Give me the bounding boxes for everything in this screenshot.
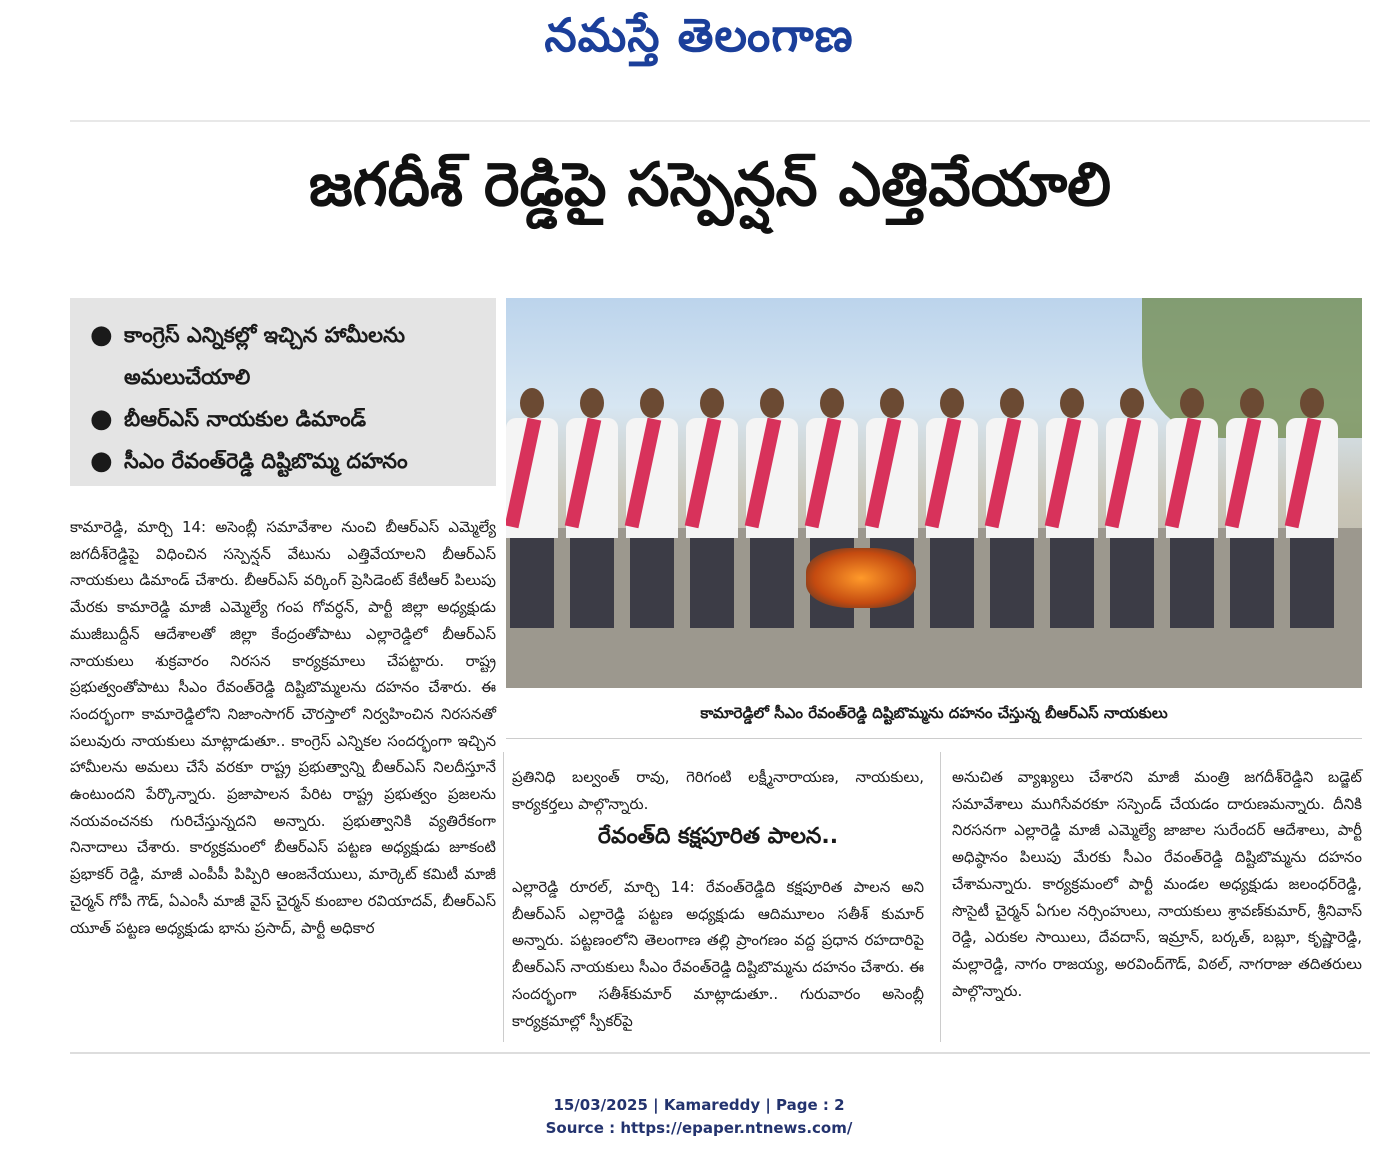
photo-person	[1166, 388, 1218, 628]
caption-divider	[506, 738, 1362, 739]
footer-dateline: 15/03/2025 | Kamareddy | Page : 2	[553, 1096, 845, 1114]
photo-person	[1046, 388, 1098, 628]
header-divider	[70, 120, 1370, 122]
section-subheading: రేవంత్‌ది కక్షపూరిత పాలన..	[597, 824, 839, 849]
article-text: కామారెడ్డి, మార్చి 14: అసెంబ్లీ సమావేశాల నుంచి బీఆర్ఎస్ ఎమ్మెల్యే జగదీశ్‌రెడ్డిపై విధించిన సస్పెన్షన్ వేటును ఎత్తివేయాలని బీఆర్ఎస్ నాయకులు డిమాండ్ చేశారు. బీఆర్ఎస్ వర్కింగ్ ప్రెసిడెంట్ కేటీఆర్ పిలుపు మేరకు కామారెడ్డి మాజీ ఎమ్మెల్యే గంప గోవర్ధన్, పార్టీ జిల్లా అధ్యక్షుడు ముజీబుద్దీన్ ఆదేశాలతో జిల్లా కేంద్రంతోపాటు ఎల్లారెడ్డిలో బీఆర్ఎస్ నాయకులు శుక్రవారం నిరసన కార్యక్రమాలు చేపట్టారు. రాష్ట్ర ప్రభుత్వంతోపాటు సీఎం రేవంత్‌రెడ్డి దిష్టిబొమ్మలను దహనం చేశారు. ఈ సందర్భంగా కామారెడ్డిలోని నిజాంసాగర్ చౌరస్తాలో నిర్వహించిన నిరసనతో పలువురు నాయకులు మాట్లాడుతూ.. కాంగ్రెస్ ఎన్నికల సందర్భంగా ఇచ్చిన హామీలను అమలు చేసే వరకూ రాష్ట్ర ప్రభుత్వాన్ని బీఆర్ఎస్ నిలదీస్తూనే ఉంటుందని పేర్కొన్నారు. ప్రజాపాలన పేరిట రాష్ట్ర ప్రభుత్వం ప్రజలను నయవంచనకు గురిచేస్తున్నదని అన్నారు. ప్రభుత్వానికి వ్యతిరేకంగా నినాదాలు చేశారు. కార్యక్రమంలో బీఆర్ఎస్ పట్టణ అధ్యక్షుడు జూకంటి ప్రభాకర్ రెడ్డి, మాజీ ఎంపీపీ పిప్పిరి ఆంజనేయులు, మార్కెట్ కమిటీ మాజీ చైర్మన్ గోపీ గౌడ్, ఏఎంసీ మాజీ వైస్ చైర్మన్ కుంబాల రవియాదవ్, బీఆర్ఎస్ యూత్ పట్టణ అధ్యక్షుడు భాను ప్రసాద్, పార్టీ అధికార	[70, 518, 496, 937]
photo-crowd	[506, 388, 1362, 588]
highlight-text: కాంగ్రెస్ ఎన్నికల్లో ఇచ్చిన హామీలను అమలుచేయాలి	[124, 323, 406, 389]
photo-person	[1106, 388, 1158, 628]
news-photo	[506, 298, 1362, 688]
photo-person	[986, 388, 1038, 628]
photo-person	[566, 388, 618, 628]
highlight-item	[90, 440, 482, 482]
article-text: ఎల్లారెడ్డి రూరల్, మార్చి 14: రేవంత్‌రెడ్డిది కక్షపూరిత పాలన అని బీఆర్ఎస్ ఎల్లారెడ్డి పట్టణ అధ్యక్షుడు ఆదిమూలం సతీశ్ కుమార్ అన్నారు. పట్టణంలోని తెలంగాణ తల్లి ప్రాంగణం వద్ద ప్రధాన రహదారిపై బీఆర్ఎస్ నాయకులు సీఎం రేవంత్‌రెడ్డి దిష్టిబొమ్మను దహనం చేశారు. ఈ సందర్భంగా సతీశ్‌కుమార్ మాట్లాడుతూ.. గురువారం అసెంబ్లీ కార్యక్రమాల్లో స్పీకర్‌పై	[512, 878, 924, 1030]
article-column-2-body	[512, 874, 924, 1034]
masthead-logo: నమస్తే తెలంగాణ	[544, 8, 854, 62]
footer-divider	[70, 1052, 1370, 1054]
bullet-icon: ●	[90, 446, 113, 476]
photo-person	[926, 388, 978, 628]
bullet-icon: ●	[90, 404, 113, 434]
photo-person	[1226, 388, 1278, 628]
article-column-1	[70, 514, 496, 941]
article-text: ప్రతినిధి బల్వంత్ రావు, గెరిగంటి లక్ష్మీనారాయణ, నాయకులు, కార్యకర్తలు పాల్గొన్నారు.	[512, 768, 924, 813]
photo-person	[1286, 388, 1338, 628]
highlight-text: సీఎం రేవంత్‌రెడ్డి దిష్టిబొమ్మ దహనం	[124, 449, 408, 473]
footer-source-link[interactable]: Source : https://epaper.ntnews.com/	[545, 1119, 853, 1137]
article-column-2	[512, 764, 924, 817]
article-column-3	[952, 764, 1362, 1004]
highlight-item	[90, 398, 482, 440]
column-divider	[940, 752, 941, 1042]
highlight-text: బీఆర్ఎస్ నాయకుల డిమాండ్	[124, 407, 367, 431]
page-headline: జగదీశ్ రెడ్డిపై సస్పెన్షన్ ఎత్తివేయాలి	[308, 150, 1112, 220]
highlights-box	[70, 298, 496, 486]
photo-person	[626, 388, 678, 628]
photo-caption: కామారెడ్డిలో సీఎం రేవంత్‌రెడ్డి దిష్టిబొమ్మను దహనం చేస్తున్న బీఆర్ఎస్ నాయకులు	[700, 704, 1168, 722]
highlight-item	[90, 314, 482, 398]
column-divider	[503, 752, 504, 1042]
photo-person	[506, 388, 558, 628]
photo-person	[746, 388, 798, 628]
photo-person	[686, 388, 738, 628]
burning-effigy	[806, 548, 916, 608]
bullet-icon: ●	[90, 320, 113, 350]
article-text: అనుచిత వ్యాఖ్యలు చేశారని మాజీ మంత్రి జగదీశ్‌రెడ్డిని బడ్జెట్ సమావేశాలు ముగిసేవరకూ సస్పెండ్ చేయడం దారుణమన్నారు. దీనికి నిరసనగా ఎల్లారెడ్డి మాజీ ఎమ్మెల్యే జాజాల సురేందర్ ఆదేశాలు, పార్టీ అధిష్ఠానం పిలుపు మేరకు సీఎం రేవంత్‌రెడ్డి దిష్టిబొమ్మను దహనం చేశామన్నారు. కార్యక్రమంలో పార్టీ మండల అధ్యక్షుడు జలంధర్‌రెడ్డి, సొసైటీ చైర్మన్ ఏగుల నర్సింహులు, నాయకులు శ్రావణ్‌కుమార్, శ్రీనివాస్ రెడ్డి, ఎరుకల సాయిలు, దేవదాస్, ఇమ్రాన్, బర్కత్, బబ్లూ, కృష్ణారెడ్డి, మల్లారెడ్డి, నాగం రాజయ్య, అరవింద్‌గౌడ్, విఠల్, నాగరాజు తదితరులు పాల్గొన్నారు.	[952, 768, 1362, 1000]
